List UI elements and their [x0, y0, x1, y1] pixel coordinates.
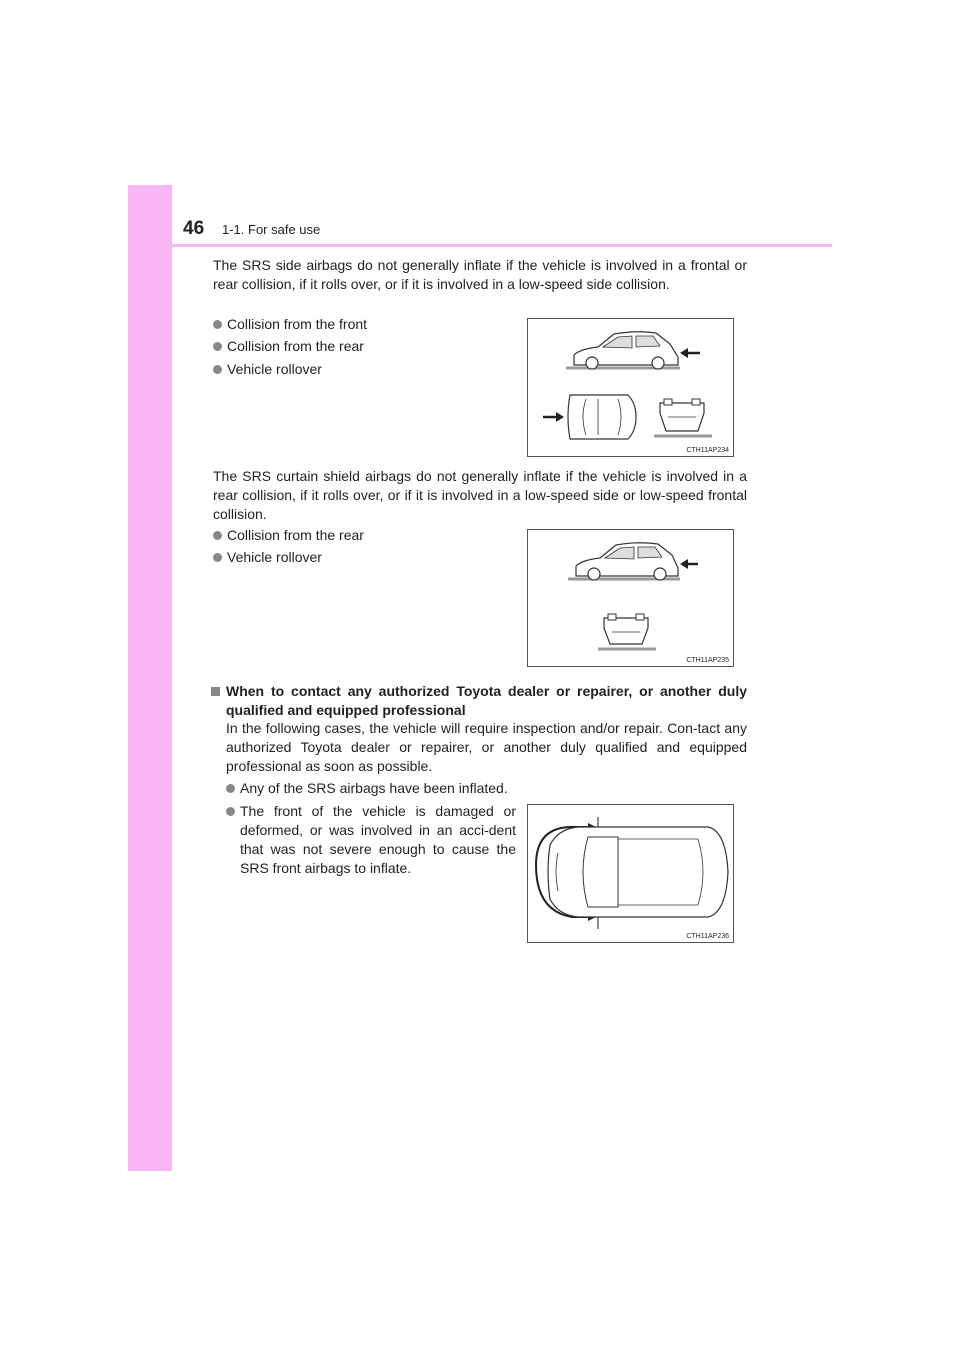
figure-code: CTH11AP234 — [686, 447, 729, 454]
bullet-icon — [213, 365, 222, 374]
side-airbag-paragraph: The SRS side airbags do not generally inflate if the vehicle is involved in a frontal or rear collision, if it rolls over, or if it is involved in a low-speed side collision. — [213, 257, 747, 292]
figure-front-damage — [527, 804, 734, 943]
figure-code: CTH11AP236 — [686, 933, 729, 940]
header-rule — [172, 244, 832, 247]
list-item: Vehicle rollover — [213, 548, 322, 567]
contact-paragraph: In the following cases, the vehicle will require inspection and/or repair. Con-tact any authorized Toyota dealer or repairer, or another duly qualified and equipped professional as soon as possible. — [226, 720, 747, 774]
bullet-icon — [213, 531, 222, 540]
figure-side-airbag — [527, 318, 734, 457]
figure-curtain-airbag — [527, 529, 734, 667]
car-front-area-illustration — [528, 805, 733, 942]
chapter-side-tab — [128, 185, 172, 1171]
list-item: Collision from the rear — [213, 526, 364, 545]
square-bullet-icon — [211, 687, 220, 696]
bullet-icon — [213, 342, 222, 351]
bullet-icon — [226, 807, 235, 816]
section-title: 1-1. For safe use — [222, 222, 321, 237]
curtain-airbag-paragraph: The SRS curtain shield airbags do not generally inflate if the vehicle is involved in a rear collision, if it rolls over, or if it is involved in a low-speed side or low-speed frontal collision. — [213, 468, 747, 522]
list-item: Collision from the front — [213, 315, 367, 334]
list-item: The front of the vehicle is damaged or deformed, or was involved in an acci-dent that was not severe enough to cause the SRS front airbags to inflate. — [226, 802, 516, 878]
page-number: 46 — [183, 218, 205, 239]
car-collision-illustration — [528, 319, 733, 456]
car-collision-illustration — [528, 530, 733, 666]
bullet-icon — [226, 784, 235, 793]
bullet-icon — [213, 553, 222, 562]
list-item: Collision from the rear — [213, 337, 364, 356]
figure-code: CTH11AP235 — [686, 657, 729, 664]
contact-heading: When to contact any authorized Toyota dealer or repairer, or another duly qualified and equipped professional — [211, 682, 747, 720]
list-item: Any of the SRS airbags have been inflated. — [226, 779, 508, 798]
bullet-icon — [213, 320, 222, 329]
list-item: Vehicle rollover — [213, 360, 322, 379]
